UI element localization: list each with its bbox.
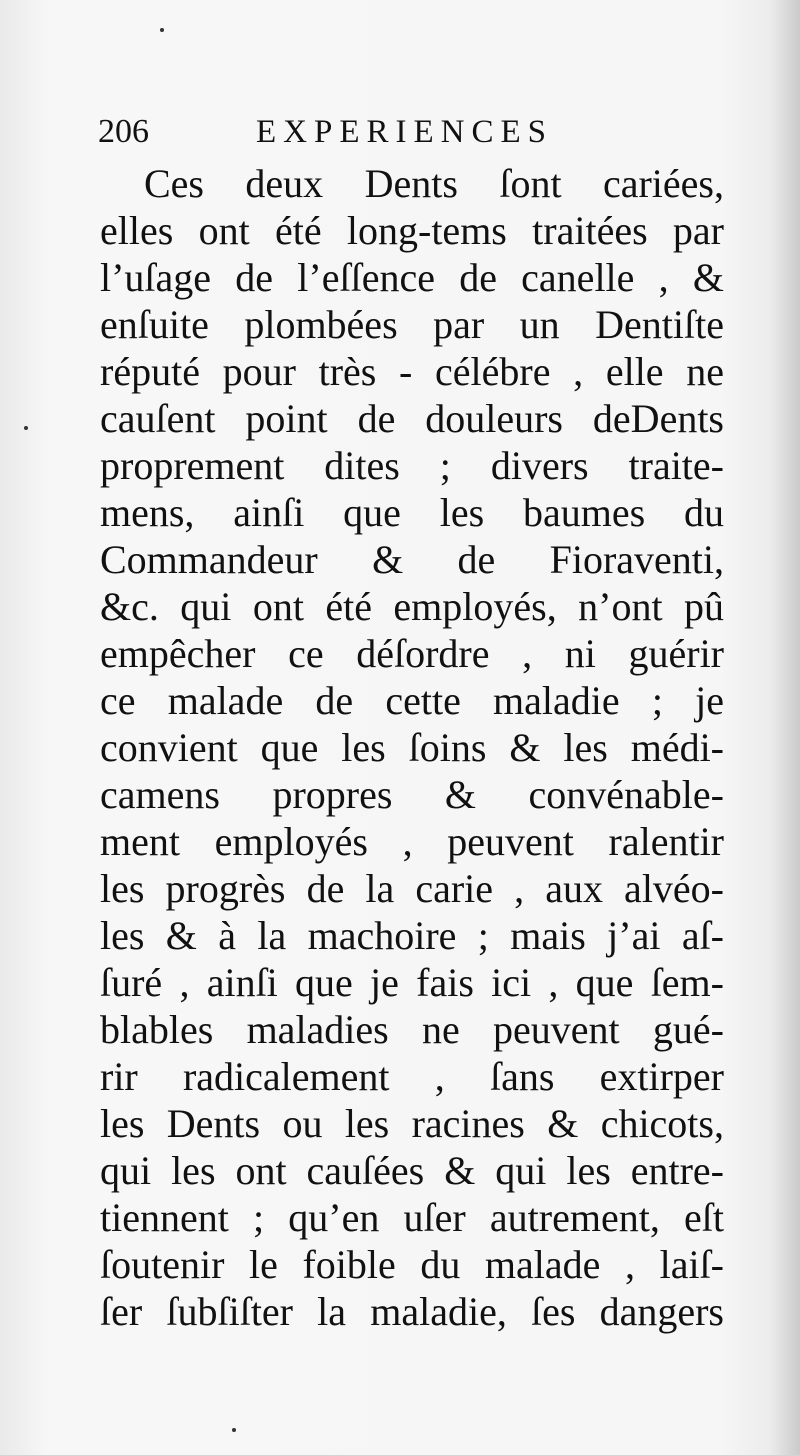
text-line: ſoutenir le foible du malade , laiſ- xyxy=(100,1242,724,1287)
page-header xyxy=(98,108,718,156)
page-edge-shadow xyxy=(770,0,800,1455)
text-line: convient que les ſoins & les médi- xyxy=(100,725,724,770)
text-line: rir radicalement , ſans extirper xyxy=(100,1054,724,1099)
page-number: 206 xyxy=(98,113,149,150)
text-line: ce malade de cette maladie ; je xyxy=(100,678,724,723)
text-line: &c. qui ont été employés, n’ont pû xyxy=(100,584,724,629)
ink-speck xyxy=(160,28,164,32)
text-line: réputé pour très - célébre , elle ne xyxy=(100,349,724,394)
text-line: cauſent point de douleurs deDents xyxy=(100,396,724,441)
text-line: camens propres & convénable- xyxy=(100,772,724,817)
text-line: Ces deux Dents ſont cariées, xyxy=(144,161,724,206)
text-line: Commandeur & de Fioraventi, xyxy=(100,537,724,582)
body-text xyxy=(100,160,724,1335)
text-line: ment employés , peuvent ralentir xyxy=(100,819,724,864)
text-line: les Dents ou les racines & chicots, xyxy=(100,1101,724,1146)
text-line: blables maladies ne peuvent gué- xyxy=(100,1007,724,1052)
text-line: tiennent ; qu’en uſer autrement, eſt xyxy=(100,1195,724,1240)
text-line: qui les ont cauſées & qui les entre- xyxy=(100,1148,724,1193)
text-line: l’uſage de l’eſſence de canelle , & xyxy=(100,255,724,300)
running-head: EXPERIENCES xyxy=(256,114,554,150)
text-line: proprement dites ; divers traite- xyxy=(100,443,724,488)
ink-speck xyxy=(232,1428,236,1432)
text-line: les & à la machoire ; mais j’ai aſ- xyxy=(100,913,724,958)
text-line: empêcher ce déſordre , ni guérir xyxy=(100,631,724,676)
text-line: ſuré , ainſi que je fais ici , que ſem- xyxy=(100,960,724,1005)
text-line: enſuite plombées par un Dentiſte xyxy=(100,302,724,347)
text-line: mens, ainſi que les baumes du xyxy=(100,490,724,535)
text-line: ſer ſubſiſter la maladie, ſes dangers xyxy=(100,1289,724,1334)
text-line: les progrès de la carie , aux alvéo- xyxy=(100,866,724,911)
ink-speck xyxy=(24,426,28,430)
text-line: elles ont été long-tems traitées par xyxy=(100,208,724,253)
